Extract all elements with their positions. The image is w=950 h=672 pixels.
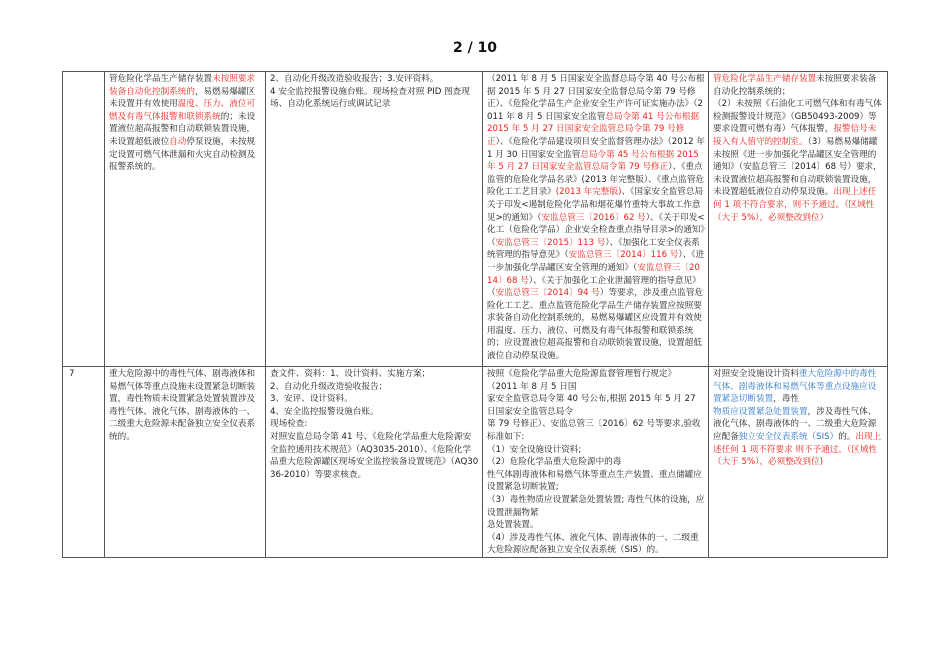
highlighted-text: 安监总管三〔2016〕62 号 [541, 212, 646, 223]
cell-text: ，毒性 [773, 394, 799, 405]
highlighted-text: 出现上述任何 1 项不符合要求，则不予通过。（区域性（大于 5%），必须整改到位） [713, 187, 877, 223]
row-number-cell [63, 72, 105, 367]
cell-text: （3）易燃易爆储罐未按照《进一步加强化学品罐区安全管理的通知》（安监总管三〔2014〕68 号）要求，未设置液位超高报警和自动联锁装置设施，未设置超低液位自动停泵设施。 [713, 136, 882, 198]
result-cell [709, 72, 888, 367]
key-requirement-text: 物质应设置紧急处置装置 [713, 406, 808, 417]
highlighted-text: 安监总管三〔2014〕94 号 [495, 288, 600, 299]
cell-text: （2）未按照《石油化工可燃气体和有毒气体检测报警设计规范》（GB50493-2009）等要求设置可燃有毒）气体报警， [713, 99, 882, 135]
cell-text: 3、安评、设计资料。 [270, 394, 353, 405]
highlighted-text: 自动 [169, 136, 187, 147]
table-row [63, 72, 888, 367]
cell-text: 性气体剧毒液体和易燃气体等重点生产装置、重点储罐应设置紧急切断装置; [487, 469, 702, 493]
cell-text: ）、《进一步加强化学品罐区安全管理的通知》（ [487, 250, 705, 273]
cell-text: 2、自动化升级改造验收报告；3.安评资料。 [270, 74, 439, 84]
check-item-cell [105, 72, 266, 367]
highlighted-text: 安监总管三〔2015〕113 号 [495, 237, 606, 248]
cell-text: 的。 [838, 431, 856, 442]
cell-text: ）、《关于加强化工企业泄漏管理的指导意见》（ [487, 275, 701, 299]
cell-text: 第 79 号修正）、安监总管三〔2016〕62 号等要求,验收标准如下: [487, 419, 701, 442]
cell-text: 、《国家安全监管总局关于印发<遏制危险化学品和烟花爆竹重特大事故工作意见>的通知》（ [487, 187, 704, 223]
highlighted-text: 温度、压力、液位可燃及有毒气体报警和联锁系统 [109, 99, 256, 122]
row-number: 7 [69, 369, 75, 379]
cell-text: （2011 年 8 月 5 日国 [487, 381, 577, 392]
row-number-cell [63, 367, 105, 558]
cell-text: ）、《关于印发<化工（危险化学品）企业安全检查重点指导目录>的通知》（ [487, 212, 705, 248]
cell-text: （2011 年 8 月 5 日国家安全监督总局令第 40 号公布根据 2015 年 5 月 27 日国家安全监督总局令第 79 号修正）、《危险化学品生产企业安全生产许可证实施办法》（2011 年 8 月 5 日国家安全监管 [487, 74, 705, 122]
highlighted-text: 出现上述任何 1 项不符要求 则不予通过。（区域性（大于 5%），必须整改到位) [713, 431, 882, 468]
cell-text: （4）涉及毒性气体、液化气体、剧毒液体的一、二级重大危险源应配备独立安全仪表系统（SIS）的。 [487, 532, 699, 556]
cell-text: （2）危险化学品重大危险源中的毒 [487, 457, 622, 468]
cell-text: 现场检查: [270, 419, 308, 430]
highlighted-text: 未按照要求装备自动化控制系统的 [109, 74, 256, 97]
cell-text: ）、《重点监管的危险化学品名录》(2013 年完整版）、《重点监管危险化工工艺目录》 [487, 162, 705, 198]
key-requirement-text: 重大危险源中的毒性气体、剧毒液体和易燃气体等重点设施应设置紧急切断装置 [713, 369, 877, 405]
page-number: 2 / 10 [452, 40, 498, 56]
cell-text: 对照安监总局令第 41 号、《危险化学品重大危险源安全监控通用技术规范》（AQ3035-2010）、《危险化学品重大危险源罐区现场安全监控装备设置规范》（AQ3036-2010）等要求核查。 [270, 431, 479, 480]
cell-text: 2、自动化升级改造验收报告； [270, 381, 388, 392]
key-requirement-text: 独立安全仪表系统（SIS） [738, 431, 839, 442]
cell-text: ，涉及毒性气体、液化气体、剧毒液体的一、二级重大危险源应配备 [713, 406, 877, 442]
cell-text: ）、《加强化工安全仪表系统管理的指导意见》（ [487, 237, 700, 261]
cell-text: 重大危险源中的毒性气体、剧毒液体和易燃气体等重点设施未设置紧急切断装置，毒性物质未设置紧急处置装置涉及毒性气体、液化气体、剧毒液体的一、二级重大危险源未配备独立安全仪表系统的。 [109, 369, 256, 442]
cell-text: （3）毒性物质应设置紧急处置装置; 毒性气体的设施，应设置泄漏物紧 [487, 494, 705, 518]
highlighted-text: 报警信号未接入有人值守的控制室。 [713, 124, 877, 147]
cell-text: 未按照要求装备自动化控制系统的； [713, 74, 877, 97]
cell-text: 4 安全监控报警设施台账。现场检查对照 PID 图查现场、自动化系统运行或调试记录 [270, 86, 470, 110]
check-method-cell [266, 72, 483, 367]
highlighted-text: (2013 年完整版) [555, 187, 622, 198]
cell-text: （1）安全设施设计资料; [487, 444, 582, 455]
highlighted-text: 总局令第 41 号公布根据 2015 年 5 月 27 日国家安全监管总局令第 79 号修正 [487, 111, 700, 147]
highlighted-text: 管危险化学品生产储存装置 [713, 74, 817, 84]
highlighted-text: 安监总管三〔2014〕116 号 [568, 250, 679, 261]
cell-text: ，易燃易爆罐区未设置并有效使用 [109, 86, 256, 110]
cell-text: 4、安全监控报警设施台账。 [270, 406, 379, 417]
cell-text: ）等要求，涉及重点监管危险化工工艺、重点监管危险化学品生产储存装置应按照要求装备自动化控制系统的，易燃易爆罐区应设置并有效使用温度、压力、液位、可燃及有毒气体报警和联锁系统的；应设置液位超高报警和自动联锁装置设施，设置超低液位自动停泵设施。 [487, 288, 704, 362]
basis-cell [483, 367, 709, 558]
cell-text: ）、《危险化学品建设项目安全监督管理办法》（2012 年 1 月 30 日国家安全监管 [487, 136, 705, 160]
cell-text: 的；未设置液位超高报警和自动联锁装置设施，未设置超低液位 [109, 111, 256, 147]
check-item-cell [105, 367, 266, 558]
basis-cell [483, 72, 709, 367]
cell-text: 管危险化学品生产储存装置 [109, 74, 213, 84]
inspection-table [62, 71, 888, 558]
cell-text: 查文件、资料：1、设计资料、实施方案； [270, 369, 431, 379]
cell-text: 对照安全设施设计资料 [713, 369, 799, 379]
cell-text: 家安全监管总局令第 40 号公布,根据 2015 年 5 月 27 日国家安全监管总局令 [487, 394, 696, 417]
highlighted-text: 安监总管三〔2014〕68 号 [487, 262, 700, 286]
highlighted-text: 总局令第 45 号公布根据 2015 年 5 月 27 日国家安全监管总局令第 79 号修正 [487, 149, 699, 173]
table-row [63, 367, 888, 558]
cell-text: 停泵设施，未按规定设置可燃气体泄漏和火灾自动检测及报警系统的。 [109, 136, 256, 173]
check-method-cell [266, 367, 483, 558]
result-cell [709, 367, 888, 558]
cell-text: 急处置装置。 [487, 520, 539, 531]
cell-text: 按照《危险化学品重大危险源监督管理暂行规定》 [487, 369, 677, 379]
